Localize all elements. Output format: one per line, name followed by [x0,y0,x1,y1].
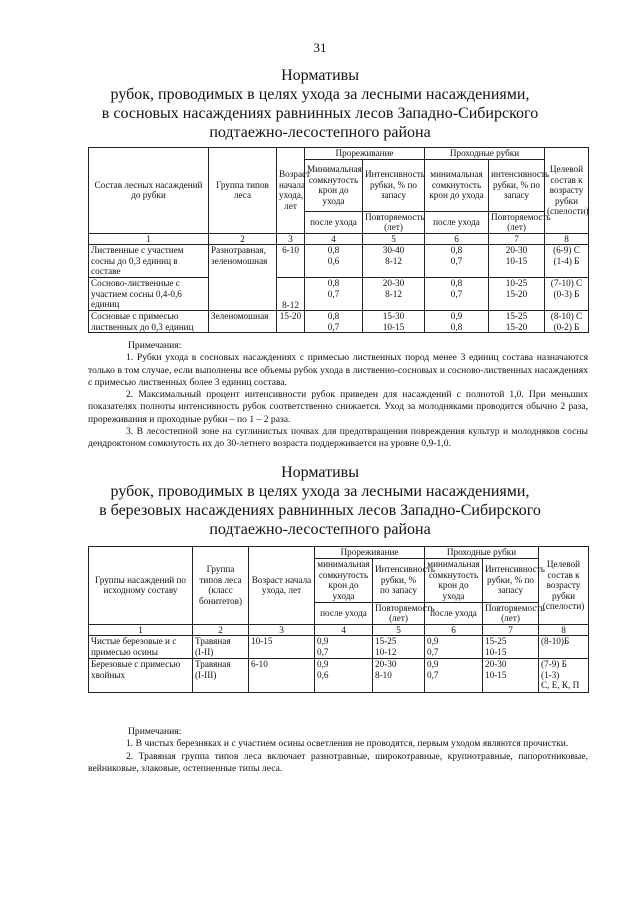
cell-value: 0,7 [327,288,340,299]
cell-value: (8-10)Б [541,636,570,646]
header-after-care-pass: после ухода [425,602,483,624]
note-item: 1. Рубки ухода в сосновых насаждениях с примесью лиственных пород менее 3 единиц состава назначаются только в том случае, если выполнены все объемы рубок ухода в лиственно-сосновых и сосново-лиственных насаждениях с примесью лиственных более 3 единиц состава. [88,352,588,388]
section1-title [60,66,580,142]
cell-value: 0,9 [317,636,329,646]
header-repeat-pass: Повторяемость (лет) [489,211,545,233]
cell-value: 15-25 [505,311,528,321]
header-after-care: после ухода [315,602,373,624]
cell-value: Травяная [195,659,231,669]
cell-value: 0,9 [450,311,463,321]
cell-value: 0,6 [327,255,340,266]
table-row [89,311,589,333]
cell-density [315,659,373,693]
header-target: Целевой состав к возрасту рубки (спелости) [539,547,589,625]
header-repeat: Повторяемость (лет) [363,211,425,233]
title-line: подтаежно-лесостепного района [209,521,431,538]
cell-density [315,636,373,659]
cell-intensity [363,311,425,333]
cell-value: 0,7 [450,288,463,299]
header-passage: Проходные рубки [425,148,545,160]
column-number: 8 [539,624,589,636]
cell-age: 8-12 [277,278,305,311]
column-number: 1 [89,624,193,636]
header-after-care-pass: после ухода [425,211,489,233]
header-repeat-pass: Повторяемость (лет) [483,602,539,624]
cell-value: 15-20 [505,288,528,299]
column-number: 4 [315,624,373,636]
cell-value: 30-40 [382,245,405,255]
column-number: 6 [425,624,483,636]
title-line: подтаежно-лесостепного района [209,124,431,141]
note-item: 3. В лесостепной зоне на суглинистых почвах для предотвращения повреждения культур и молодняков сосны дендроктоном сомкнутость их до 30-летнего возраста поддерживается на уровне 0,9-1,0. [88,426,588,450]
cell-value: 0,8 [450,321,463,332]
cell-value: 0,7 [327,321,340,332]
cell-intensity [373,636,425,659]
cell-target [545,311,589,333]
cell-value: 15-30 [382,311,405,321]
cell-value: 0,8 [327,245,340,255]
cell-value: 0,6 [317,669,329,680]
cell-age: 10-15 [249,636,315,659]
cell-value: (7-10) С [550,278,583,288]
cell-value: С, Е, К, П [541,680,580,690]
birch-norms-table [88,546,589,693]
cell-value: 20-30 [505,245,528,255]
column-number: 3 [249,624,315,636]
pine-norms-table [88,147,589,333]
cell-value: 0,8 [327,311,340,321]
header-forest-type: Группа типов леса [209,148,277,234]
cell-value: 0,7 [317,646,329,657]
cell-value: (0-3) Б [553,288,580,299]
cell-value: 20-30 [382,278,405,288]
column-number: 2 [209,233,277,245]
cell-age: 6-10 [277,245,305,278]
cell-value: 10-15 [382,321,405,332]
cell-intensity [363,278,425,311]
table-row [89,245,589,278]
cell-intensity-pass [489,245,545,278]
table-row [89,278,589,311]
cell-value: (6-9) С [553,245,580,255]
header-min-density: Минимальная сомкнутость крон до ухода [305,159,363,211]
header-group: Группы насаждений по исходному составу [89,547,193,625]
header-age: Возраст начала ухода, лет [249,547,315,625]
header-after-care: после ухода [305,211,363,233]
header-thinning: Прореживание [315,547,425,559]
cell-value: 0,9 [427,659,439,669]
cell-intensity [373,659,425,693]
cell-density-pass [425,278,489,311]
cell-value: (7-9) Б [541,659,567,669]
cell-value: 8-10 [375,669,392,680]
cell-age: 6-10 [249,659,315,693]
page-number: 31 [313,40,327,55]
cell-value: 0,7 [427,646,439,657]
header-min-density-pass: минимальная сомкнутость крон до ухода [425,558,483,602]
cell-forest-type: Разнотравная, зеленомошная [209,245,277,311]
cell-value: 10-15 [485,646,507,657]
table-row [89,636,589,659]
cell-value: 0,7 [427,669,439,680]
note-item: 1. В чистых березняках и с участием осины осветления не проводятся, первым уходом являются прочистки. [126,738,569,750]
header-intensity-pass: интенсивность рубки, % по запасу [489,159,545,211]
cell-value: 20-30 [375,659,397,669]
title-line: в березовых насаждениях равнинных лесов Западно-Сибирского [99,502,541,519]
cell-forest-type [193,636,249,659]
header-repeat: Повторяемость (лет) [373,602,425,624]
header-intensity: Интенсивность рубки, % по запасу [363,159,425,211]
cell-value: (8-10) С [550,311,583,321]
title-line: Нормативы [281,67,359,84]
cell-value: 10-15 [505,255,528,266]
cell-value: 10-12 [375,646,397,657]
header-composition: Состав лесных насаждений до рубки [89,148,209,234]
cell-composition: Лиственные с участием сосны до 0,3 единиц в составе [89,245,209,278]
header-intensity: Интенсивность рубки, % по запасу [373,558,425,602]
cell-value: 10-25 [505,278,528,288]
cell-value: (I-III) [195,669,217,680]
cell-value: 15-25 [485,636,507,646]
cell-target [545,278,589,311]
cell-value: Травяная [195,636,231,646]
cell-group: Березовые с примесью хвойных [89,659,193,693]
cell-value: 8-12 [385,288,402,299]
header-forest-type: Группа типов леса (класс бонитетов) [193,547,249,625]
section2-title [60,463,580,539]
cell-intensity-pass [483,659,539,693]
column-number: 6 [425,233,489,245]
cell-density-pass [425,245,489,278]
title-line: в сосновых насаждениях равнинных лесов Западно-Сибирского [101,105,539,122]
header-passage: Проходные рубки [425,547,539,559]
title-line: рубок, проводимых в целях ухода за лесными насаждениями, [110,483,530,500]
cell-density-pass [425,311,489,333]
cell-value: 0,9 [317,659,329,669]
column-number: 2 [193,624,249,636]
cell-value: 0,8 [450,245,463,255]
section2-notes [88,726,588,775]
cell-value: 0,8 [327,278,340,288]
section1-notes [88,340,588,451]
cell-value: 15-20 [505,321,528,332]
header-thinning: Прореживание [305,148,425,160]
column-number: 1 [89,233,209,245]
cell-intensity-pass [489,311,545,333]
cell-value: 10-15 [485,669,507,680]
cell-age: 15-20 [277,311,305,333]
cell-target [545,245,589,278]
cell-density [305,311,363,333]
notes-heading: Примечания: [128,726,182,737]
cell-value: 20-30 [485,659,507,669]
cell-density [305,245,363,278]
cell-value: (0-2) Б [553,321,580,332]
column-number: 5 [373,624,425,636]
column-number: 7 [483,624,539,636]
cell-intensity-pass [483,636,539,659]
cell-density [305,278,363,311]
cell-composition: Сосново-лиственные с участием сосны 0,4-0,6 единиц [89,278,209,311]
cell-group: Чистые березовые и с примесью осины [89,636,193,659]
cell-value: (1-4) Б [553,255,580,266]
header-min-density: минимальная сомкнутость крон до ухода [315,558,373,602]
header-intensity-pass: Интенсивность рубки, % по запасу [483,558,539,602]
title-line: рубок, проводимых в целях ухода за лесными насаждениями, [110,86,530,103]
column-number: 5 [363,233,425,245]
cell-density-pass [425,636,483,659]
cell-value: (1-3) [541,669,560,680]
title-line: Нормативы [281,464,359,481]
column-number: 8 [545,233,589,245]
column-number: 3 [277,233,305,245]
table-row [89,659,589,693]
header-age: Возраст начала ухода, лет [277,148,305,234]
notes-heading: Примечания: [128,340,182,351]
cell-target [539,636,589,659]
cell-value: 0,7 [450,255,463,266]
cell-intensity-pass [489,278,545,311]
note-item: 2. Максимальный процент интенсивности рубок приведен для насаждений с полнотой 1,0. При меньших показателях полноты интенсивность рубок соответственно снижается. Уход за молодняками проводится обычно 2 раза, прореживания и проходные рубки – по 1 – 2 раза. [88,389,588,425]
cell-forest-type: Зеленомошная [209,311,277,333]
cell-value: (I-II) [195,646,214,657]
column-number: 7 [489,233,545,245]
cell-value: 8-12 [385,255,402,266]
column-number: 4 [305,233,363,245]
cell-target [539,659,589,693]
cell-density-pass [425,659,483,693]
header-target: Целевой состав к возрасту рубки (спелости) [545,148,589,234]
cell-value: 0,9 [427,636,439,646]
cell-forest-type [193,659,249,693]
cell-value: 0,8 [450,278,463,288]
header-min-density-pass: минимальная сомкнутость крон до ухода [425,159,489,211]
cell-composition: Сосновые с примесью лиственных до 0,3 единиц [89,311,209,333]
note-item: 2. Травяная группа типов леса включает разнотравные, широкотравные, крупнотравные, папоротниковые, вейниковые, злаковые, остепненные типы леса. [88,750,588,774]
cell-value: 15-25 [375,636,397,646]
cell-intensity [363,245,425,278]
